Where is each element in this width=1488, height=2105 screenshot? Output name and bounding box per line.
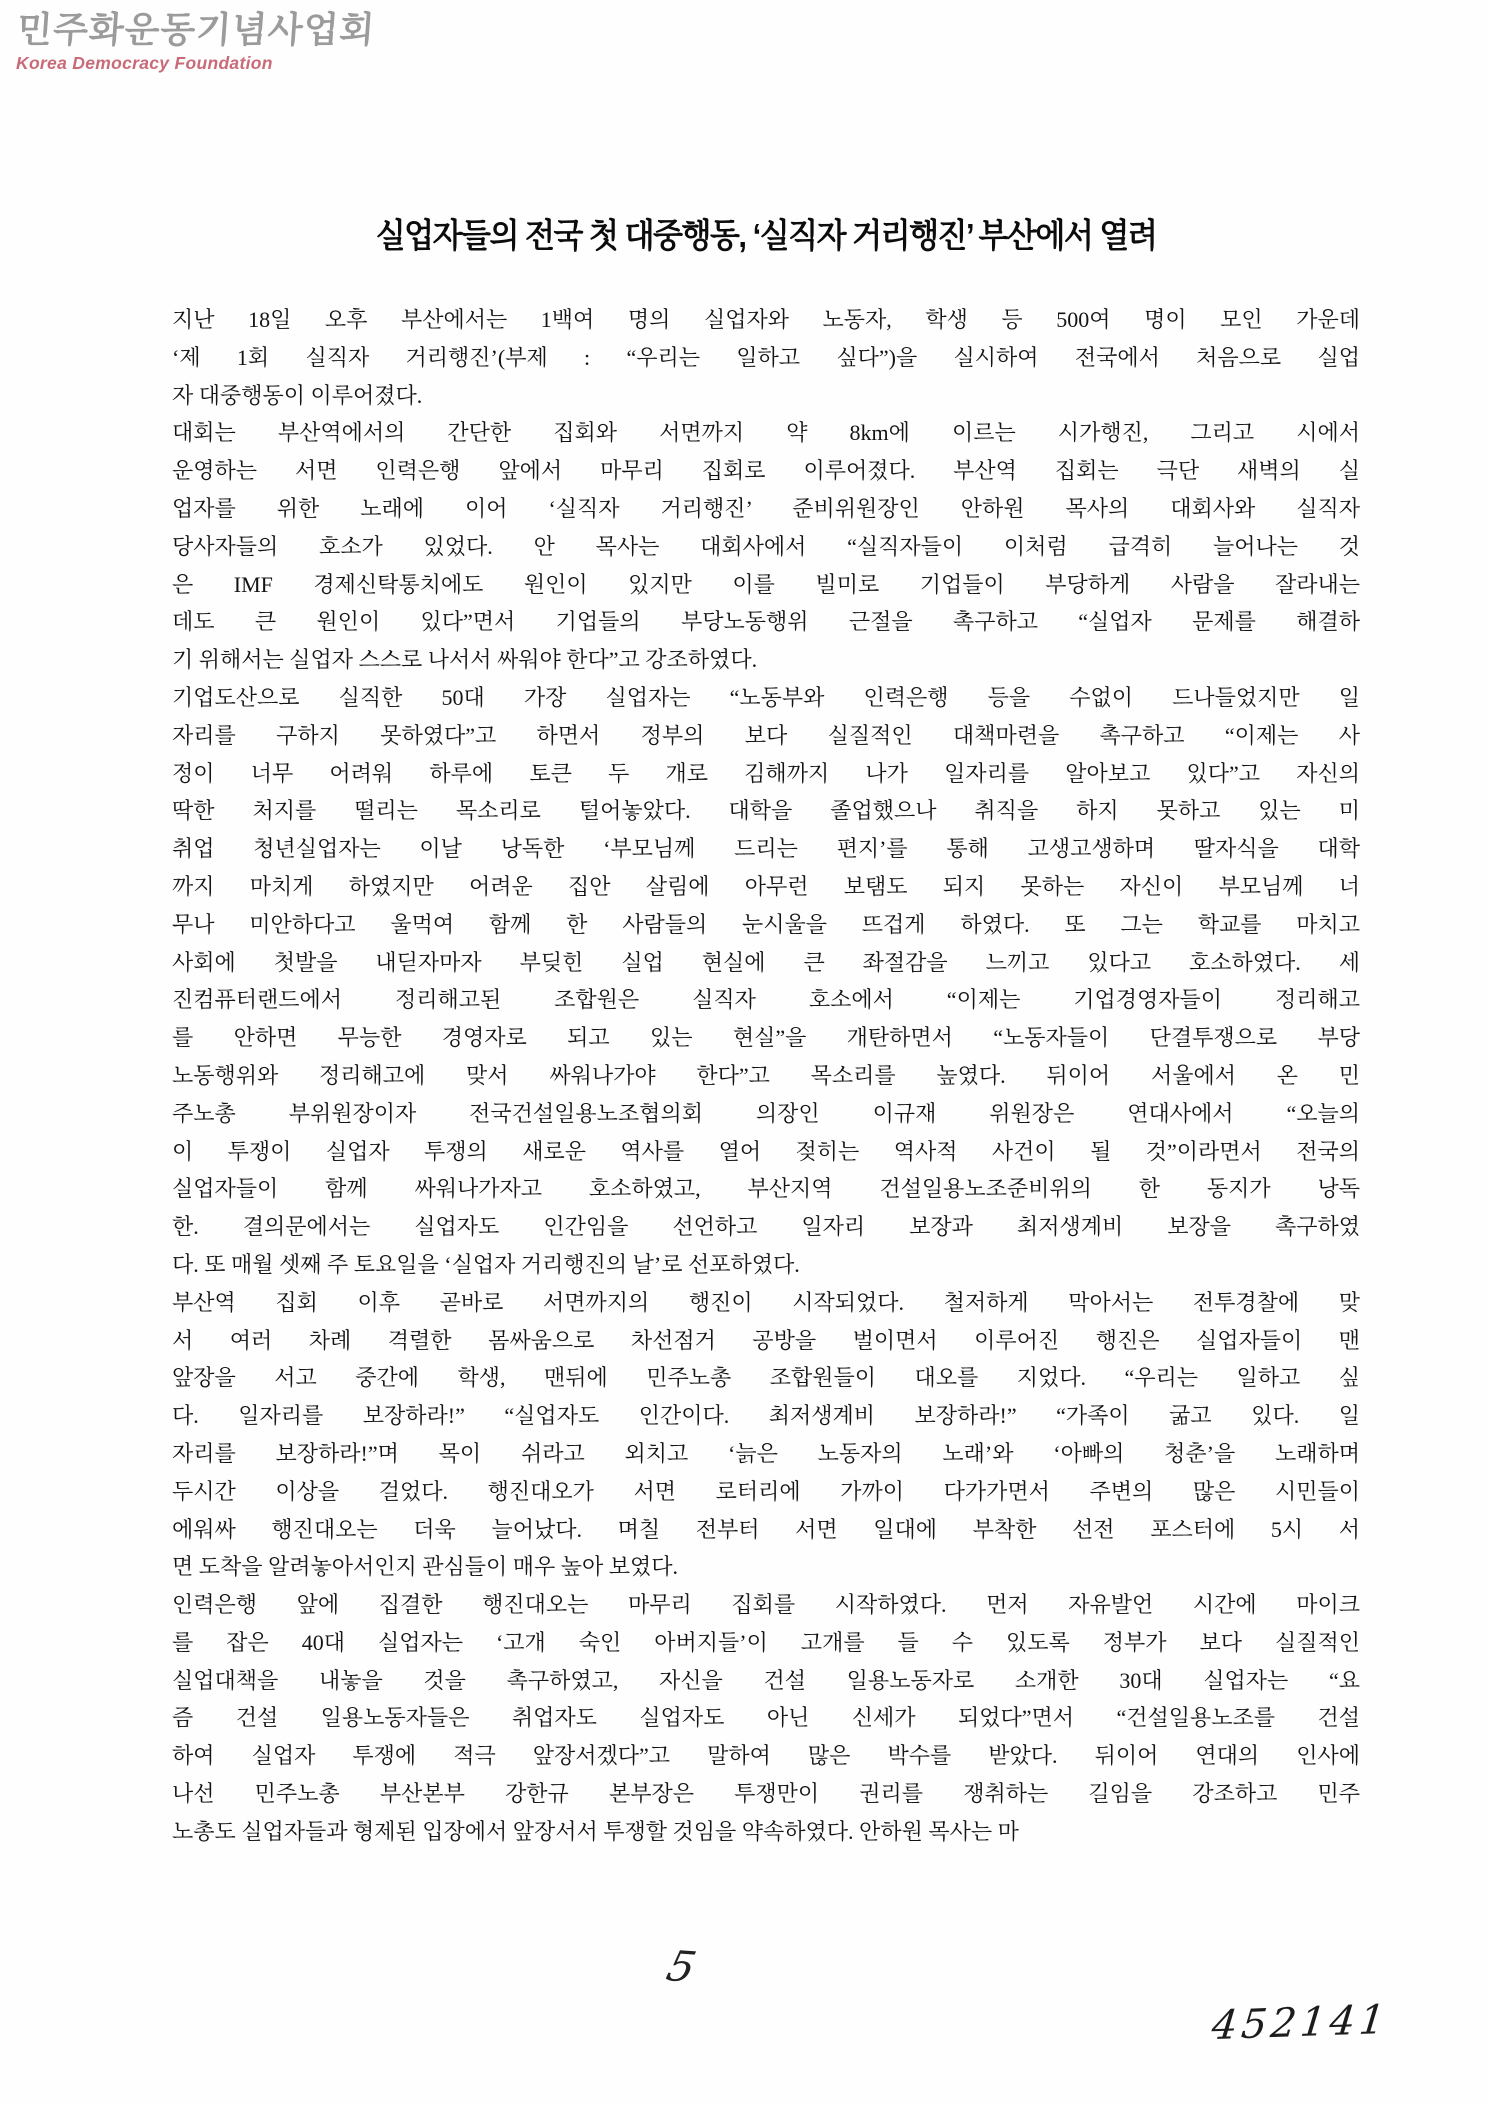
foundation-logo-korean: 민주화운동기념사업회 bbox=[15, 9, 377, 51]
body-line: 기 위해서는 실업자 스스로 나서서 싸워야 한다”고 강조하였다. bbox=[172, 647, 758, 673]
body-line: 지난 18일 오후 부산에서는 1백여 명의 실업자와 노동자, 학생 등 500여 명이 모인 가운데 bbox=[172, 307, 1360, 332]
body-line: 실업대책을 내놓을 것을 촉구하였고, 자신을 건설 일용노동자로 소개한 30대 실업자는 “요 bbox=[172, 1667, 1360, 1693]
body-line: 노동행위와 정리해고에 맞서 싸워나가야 한다”고 목소리를 높였다. 뒤이어 서울에서 온 민 bbox=[172, 1062, 1360, 1088]
article-body bbox=[172, 301, 1360, 1851]
handwritten-archive-number: 452141 bbox=[1209, 1996, 1392, 2050]
body-line: 은 IMF 경제신탁통치에도 원인이 있지만 이를 빌미로 기업들이 부당하게 사람을 잘라내는 bbox=[172, 571, 1360, 597]
body-line: 앞장을 서고 중간에 학생, 맨뒤에 민주노총 조합원들이 대오를 지었다. “우리는 일하고 싶 bbox=[172, 1365, 1360, 1391]
body-line: 업자를 위한 노래에 이어 ‘실직자 거리행진’ 준비위원장인 안하원 목사의 대회사와 실직자 bbox=[172, 495, 1360, 521]
body-line: 기업도산으로 실직한 50대 가장 실업자는 “노동부와 인력은행 등을 수없이 드나들었지만 일 bbox=[172, 684, 1360, 710]
handwritten-page-number: 5 bbox=[662, 1941, 701, 1992]
body-line: 자리를 구하지 못하였다”고 하면서 정부의 보다 실질적인 대책마련을 촉구하고 “이제는 사 bbox=[172, 722, 1360, 748]
body-line: 인력은행 앞에 집결한 행진대오는 마무리 집회를 시작하였다. 먼저 자유발언 시간에 마이크 bbox=[172, 1592, 1360, 1618]
body-line: 한. 결의문에서는 실업자도 인간임을 선언하고 일자리 보장과 최저생계비 보장을 촉구하였 bbox=[172, 1214, 1360, 1240]
body-line: 진컴퓨터랜드에서 정리해고된 조합원은 실직자 호소에서 “이제는 기업경영자들이 정리해고 bbox=[172, 987, 1360, 1013]
body-line: 대회는 부산역에서의 간단한 집회와 서면까지 약 8km에 이르는 시가행진, 그리고 시에서 bbox=[172, 420, 1360, 446]
body-line: 까지 마치게 하였지만 어려운 집안 살림에 아무런 보탬도 되지 못하는 자신이 부모님께 너 bbox=[172, 873, 1360, 899]
body-line: 주노총 부위원장이자 전국건설일용노조협의회 의장인 이규재 위원장은 연대사에서 “오늘의 bbox=[172, 1100, 1360, 1126]
body-line: 면 도착을 알려놓아서인지 관심들이 매우 높아 보였다. bbox=[172, 1554, 679, 1580]
body-line: 를 잡은 40대 실업자는 ‘고개 숙인 아버지들’이 고개를 들 수 있도록 정부가 보다 실질적인 bbox=[172, 1629, 1360, 1655]
body-line: 데도 큰 원인이 있다”면서 기업들의 부당노동행위 근절을 촉구하고 “실업자 문제를 해결하 bbox=[172, 609, 1360, 635]
body-line: 딱한 처지를 떨리는 목소리로 털어놓았다. 대학을 졸업했으나 취직을 하지 못하고 있는 미 bbox=[172, 798, 1360, 824]
body-line: 노총도 실업자들과 형제된 입장에서 앞장서서 투쟁할 것임을 약속하였다. 안하원 목사는 마 bbox=[172, 1818, 1019, 1844]
body-line: 다. 또 매월 셋째 주 토요일을 ‘실업자 거리행진의 날’로 선포하였다. bbox=[172, 1251, 800, 1277]
body-line: 를 안하면 무능한 경영자로 되고 있는 현실”을 개탄하면서 “노동자들이 단결투쟁으로 부당 bbox=[172, 1025, 1360, 1051]
body-line: 두시간 이상을 걸었다. 행진대오가 서면 로터리에 가까이 다가가면서 주변의 많은 시민들이 bbox=[172, 1478, 1360, 1504]
body-line: 당사자들의 호소가 있었다. 안 목사는 대회사에서 “실직자들이 이처럼 급격히 늘어나는 것 bbox=[172, 533, 1360, 559]
article bbox=[172, 210, 1360, 1851]
article-title: 실업자들의 전국 첫 대중행동, ‘실직자 거리행진’ 부산에서 열려 bbox=[375, 216, 1157, 255]
body-line: 하여 실업자 투쟁에 적극 앞장서겠다”고 말하여 많은 박수를 받았다. 뒤이어 연대의 인사에 bbox=[172, 1743, 1360, 1769]
body-line: 나선 민주노총 부산본부 강한규 본부장은 투쟁만이 권리를 쟁취하는 길임을 강조하고 민주 bbox=[172, 1781, 1360, 1807]
body-line: 자 대중행동이 이루어졌다. bbox=[172, 382, 423, 408]
body-line: 자리를 보장하라!”며 목이 쉬라고 외치고 ‘늙은 노동자의 노래’와 ‘아빠의 청춘’을 노래하며 bbox=[172, 1440, 1360, 1466]
body-line: 실업자들이 함께 싸워나가자고 호소하였고, 부산지역 건설일용노조준비위의 한 동지가 낭독 bbox=[172, 1176, 1360, 1202]
body-line: 이 투쟁이 실업자 투쟁의 새로운 역사를 열어 젖히는 역사적 사건이 될 것”이라면서 전국의 bbox=[172, 1138, 1360, 1164]
body-line: 정이 너무 어려워 하루에 토큰 두 개로 김해까지 나가 일자리를 알아보고 있다”고 자신의 bbox=[172, 760, 1360, 786]
body-line: 운영하는 서면 인력은행 앞에서 마무리 집회로 이루어졌다. 부산역 집회는 극단 새벽의 실 bbox=[172, 458, 1360, 484]
letterhead bbox=[15, 9, 377, 73]
body-line: 부산역 집회 이후 곧바로 서면까지의 행진이 시작되었다. 철저하게 막아서는 전투경찰에 맞 bbox=[172, 1289, 1360, 1315]
body-line: 무나 미안하다고 울먹여 함께 한 사람들의 눈시울을 뜨겁게 하였다. 또 그는 학교를 마치고 bbox=[172, 911, 1360, 937]
body-line: 에워싸 행진대오는 더욱 늘어났다. 며칠 전부터 서면 일대에 부착한 선전 포스터에 5시 서 bbox=[172, 1516, 1360, 1542]
body-line: 즘 건설 일용노동자들은 취업자도 실업자도 아닌 신세가 되었다”면서 “건설일용노조를 건설 bbox=[172, 1705, 1360, 1731]
body-line: 서 여러 차례 격렬한 몸싸움으로 차선점거 공방을 벌이면서 이루어진 행진은 실업자들이 맨 bbox=[172, 1327, 1360, 1353]
body-line: 다. 일자리를 보장하라!” “실업자도 인간이다. 최저생계비 보장하라!” “가족이 굶고 있다. 일 bbox=[172, 1403, 1360, 1429]
body-line: 사회에 첫발을 내딛자마자 부딪힌 실업 현실에 큰 좌절감을 느끼고 있다고 호소하였다. 세 bbox=[172, 949, 1360, 975]
body-line: ‘제 1회 실직자 거리행진’(부제 : “우리는 일하고 싶다”)을 실시하여 전국에서 처음으로 실업 bbox=[172, 344, 1360, 370]
body-line: 취업 청년실업자는 이날 낭독한 ‘부모님께 드리는 편지’를 통해 고생고생하며 딸자식을 대학 bbox=[172, 836, 1360, 862]
foundation-logo-english: Korea Democracy Foundation bbox=[16, 53, 273, 73]
